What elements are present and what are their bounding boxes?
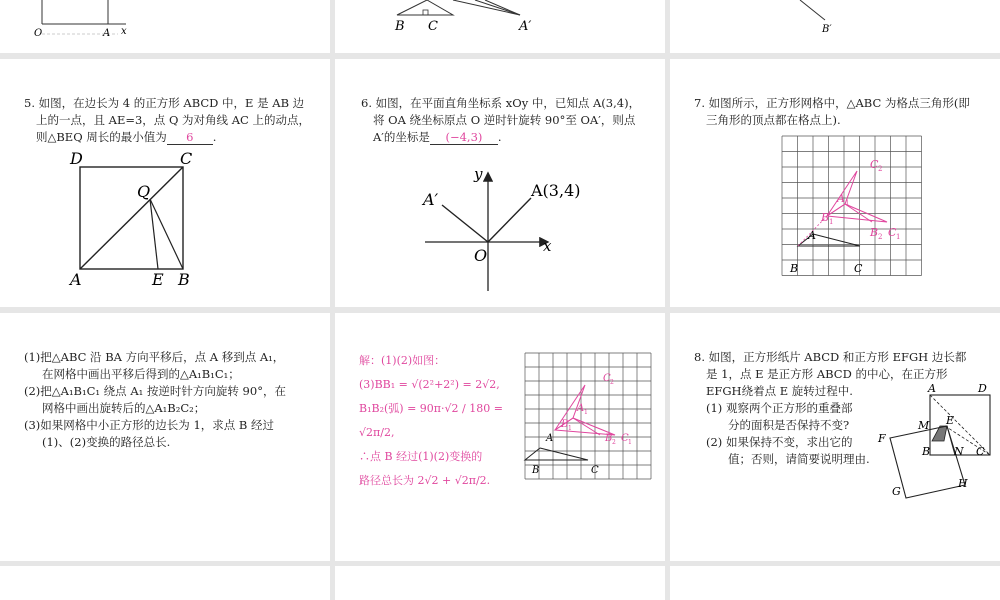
bottom-right-cell — [670, 566, 1000, 600]
q7-part-3b: (1)、(2)变换的路径总长. — [42, 435, 171, 449]
q7-label-A: A — [808, 229, 816, 242]
q5-answer: 6 — [167, 130, 213, 145]
q5-label-E: E — [152, 270, 164, 289]
q5-cell — [0, 59, 330, 307]
q5-label-D: D — [70, 149, 83, 168]
bottom-left-cell — [0, 566, 330, 600]
q8-label-M: M — [918, 419, 930, 432]
q7-parts-cell — [0, 313, 330, 561]
q7-label-B1-sub: 1 — [829, 218, 834, 226]
q7-label-C1: C — [888, 226, 897, 239]
sol-label-C: C — [591, 465, 599, 476]
q7-solution-cell — [335, 313, 665, 561]
q7-parts-text — [24, 349, 324, 451]
q7-label-C: C — [854, 262, 863, 275]
top-left-figure — [0, 0, 330, 53]
q5-label-Q: Q — [137, 182, 151, 201]
q7-grid-figure — [670, 59, 1000, 307]
q7-sol-line-3: B₁B₂(弧) = 90π·√2 / 180 = √2π/2, — [359, 402, 503, 439]
q8-part-2a: (2) 如果保持不变，求出它的 — [706, 435, 853, 449]
label-B: B — [395, 19, 405, 34]
q5-label-A: A — [70, 270, 82, 289]
q7-label-A1-sub: 1 — [845, 199, 850, 207]
q7-cell — [670, 59, 1000, 307]
sol-label-B2-sub: 2 — [612, 439, 616, 446]
sol-label-A1: A — [577, 403, 585, 414]
label-O: O — [34, 28, 43, 39]
q6-cell — [335, 59, 665, 307]
label-B-prime: B′ — [822, 24, 832, 35]
sol-label-B2: B — [605, 433, 613, 444]
q5-tail: . — [212, 130, 217, 144]
sol-label-B1-sub: 1 — [568, 425, 572, 432]
q6-figure — [335, 59, 665, 307]
sol-label-B1: B — [561, 419, 569, 430]
q7-label-C2-sub: 2 — [878, 165, 883, 173]
q7-label-B2-sub: 2 — [878, 233, 883, 241]
q6-label-O: O — [474, 246, 488, 265]
q5-line-2: 上的一点，且 AE=3，点 Q 为对角线 AC 上的动点， — [36, 113, 310, 127]
q6-answer: (−4,3) — [430, 130, 498, 145]
q7-sol-line-5: 路径总长为 2√2 + √2π/2. — [359, 474, 491, 487]
q7-part-3a: (3)如果网格中小正方形的边长为 1，求点 B 经过 — [24, 418, 275, 432]
q7-line-2: 三角形的顶点都在格点上). — [706, 113, 841, 127]
q6-label-y: y — [474, 165, 483, 183]
label-A-prime: A′ — [519, 19, 532, 34]
q6-line-2: 将 OA 绕坐标原点 O 逆时针旋转 90°至 OA′，则点 — [373, 113, 636, 127]
q7-sol-line-2: (3)BB₁ = √(2²+2²) = 2√2, — [359, 378, 500, 391]
q8-label-A: A — [928, 382, 936, 395]
q8-label-F: F — [878, 432, 886, 445]
q8-part-1a: (1) 观察两个正方形的重叠部 — [706, 401, 853, 415]
q7-grid — [782, 136, 922, 276]
q5-line-1: 5. 如图，在边长为 4 的正方形 ABCD 中，E 是 AB 边 — [24, 96, 305, 110]
q6-label-x: x — [543, 237, 552, 255]
q8-label-N: N — [954, 445, 964, 458]
q7-label-B1: B — [821, 211, 830, 224]
q8-part-1b: 分的面积是否保持不变? — [728, 418, 850, 432]
q7-part-2a: (2)把△A₁B₁C₁ 绕点 A₁ 按逆时针方向旋转 90°，在 — [24, 384, 286, 398]
top-middle-figure — [335, 0, 665, 53]
label-A: A — [103, 28, 111, 39]
q8-cell — [670, 313, 1000, 561]
q7-label-C1-sub: 1 — [896, 233, 901, 241]
q7-label-C2: C — [870, 158, 879, 171]
sol-label-C1-sub: 1 — [628, 439, 632, 446]
q5-label-C: C — [180, 149, 193, 168]
top-right-cell — [670, 0, 1000, 53]
q6-tail: . — [497, 130, 502, 144]
q5-figure — [0, 59, 330, 307]
q7-part-1a: (1)把△ABC 沿 BA 方向平移后，点 A 移到点 A₁， — [24, 350, 285, 364]
q6-line-3-text: A′的坐标是 — [373, 130, 430, 144]
bottom-middle-cell — [335, 566, 665, 600]
q7-solution-figure — [335, 313, 665, 561]
q8-line-2: 是 1，点 E 是正方形 ABCD 的中心，在正方形 — [706, 367, 948, 381]
q5-line-3-text: 则△BEQ 周长的最小值为 — [36, 130, 167, 144]
top-right-figure — [670, 0, 1000, 53]
q7-label-A1: A — [837, 192, 845, 205]
sol-label-C2-sub: 2 — [610, 379, 614, 386]
q6-label-A: A(3,4) — [531, 181, 581, 200]
q7-part-1b: 在网格中画出平移后得到的△A₁B₁C₁； — [42, 367, 240, 381]
label-x: x — [121, 26, 127, 37]
q8-label-H: H — [958, 477, 968, 490]
q8-label-D: D — [978, 382, 987, 395]
top-middle-cell — [335, 0, 665, 53]
q7-label-B: B — [790, 262, 799, 275]
q8-label-C: C — [976, 445, 985, 458]
q7-line-1: 7. 如图所示，正方形网格中，△ABC 为格点三角形(即 — [694, 96, 970, 110]
sol-label-C1: C — [621, 433, 629, 444]
q8-line-1: 8. 如图，正方形纸片 ABCD 和正方形 EFGH 边长都 — [694, 350, 967, 364]
q6-label-A-prime: A′ — [423, 190, 439, 209]
q7-label-B2: B — [870, 226, 879, 239]
q8-label-E: E — [946, 414, 955, 427]
q6-line-1: 6. 如图，在平面直角坐标系 xOy 中，已知点 A(3,4)， — [361, 96, 641, 110]
q7-sol-line-1: 解：(1)(2)如图： — [359, 354, 446, 367]
label-C: C — [428, 19, 438, 34]
sol-label-A1-sub: 1 — [584, 409, 588, 416]
sol-label-A: A — [546, 433, 554, 444]
q7-sol-line-4: ∴点 B 经过(1)(2)变换的 — [359, 450, 483, 463]
q8-figure — [670, 313, 1000, 561]
q7-part-2b: 网格中画出旋转后的△A₁B₂C₂； — [42, 401, 206, 415]
q8-line-3: EFGH绕着点 E 旋转过程中. — [706, 384, 853, 398]
q5-label-B: B — [178, 270, 190, 289]
q8-part-2b: 值；否则，请简要说明理由. — [728, 452, 870, 466]
top-left-cell — [0, 0, 330, 53]
q8-label-G: G — [892, 485, 901, 498]
sol-label-C2: C — [603, 373, 611, 384]
sol-label-B: B — [532, 465, 540, 476]
q8-label-B: B — [922, 445, 931, 458]
